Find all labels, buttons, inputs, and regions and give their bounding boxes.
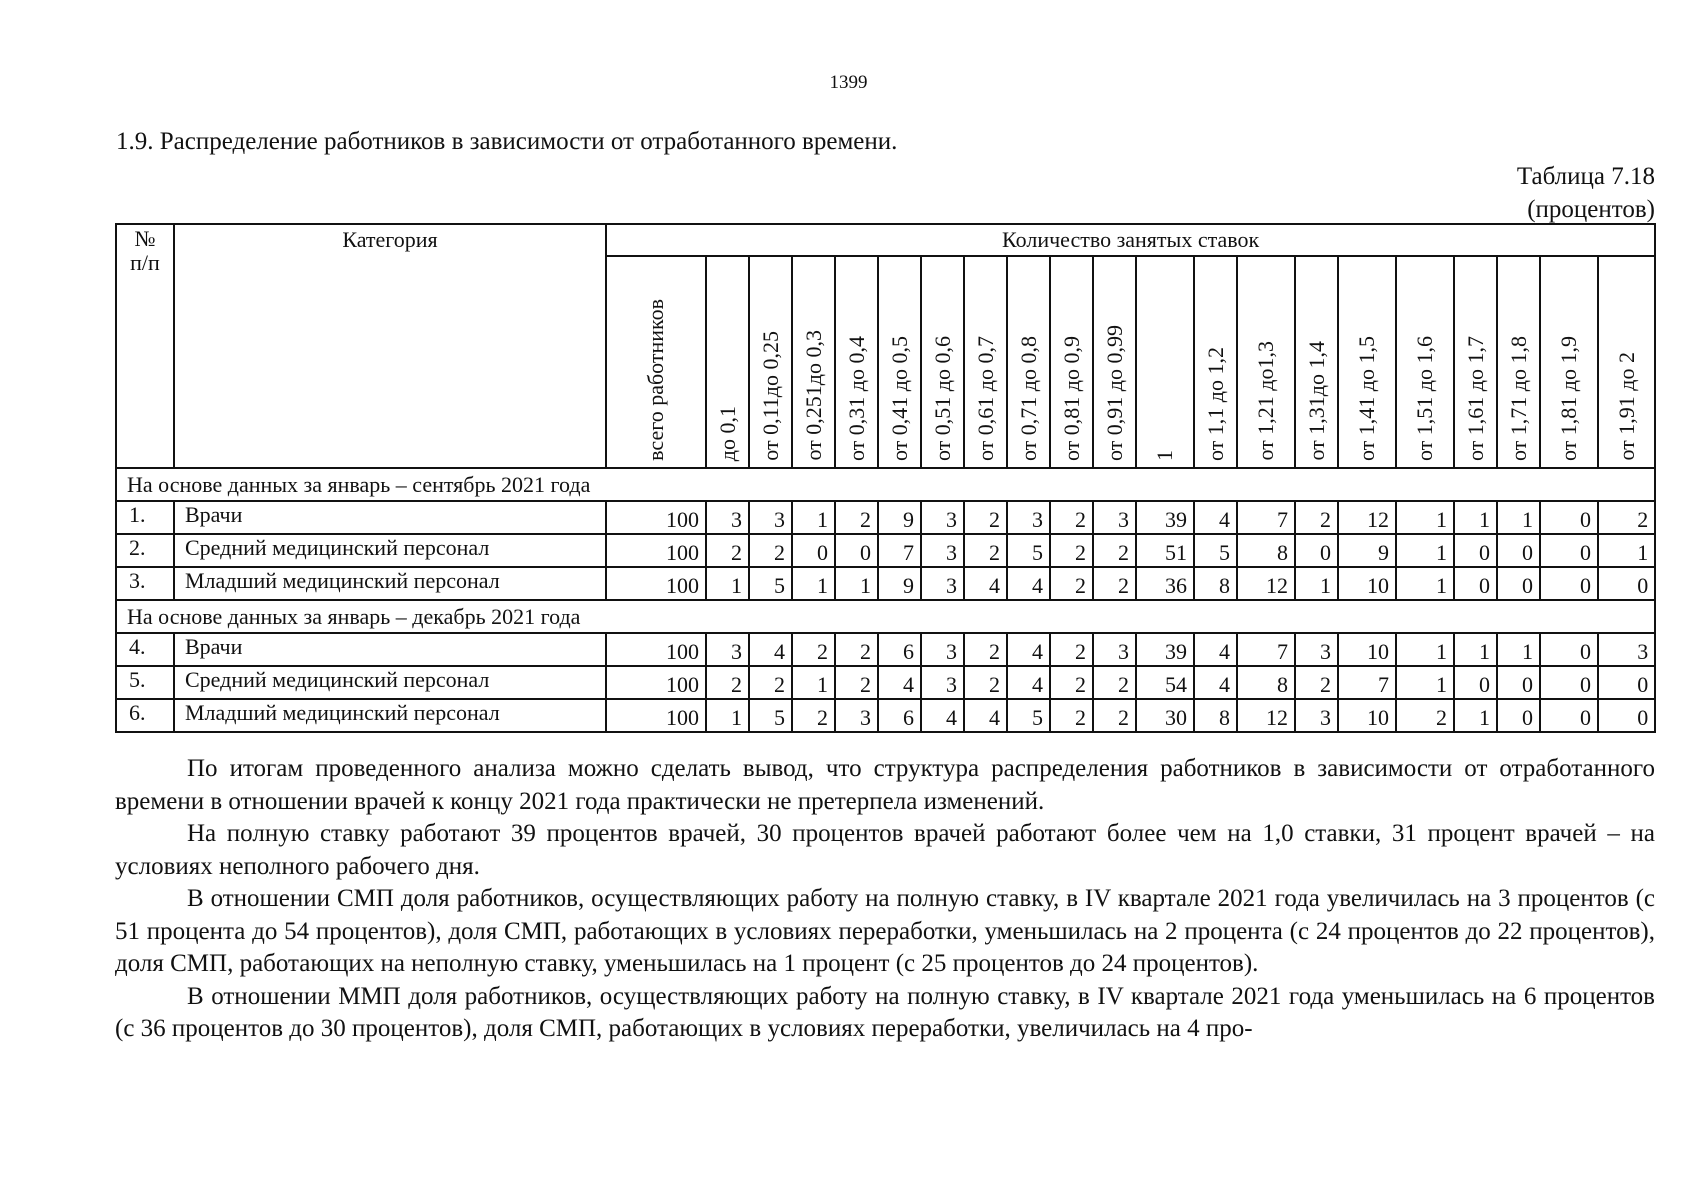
value-cell: 4 (1194, 666, 1237, 699)
value-cell: 2 (1396, 699, 1454, 732)
section-title-cell: На основе данных за январь – декабрь 2021 года (116, 600, 1655, 633)
section-row (116, 600, 1655, 633)
value-cell: 7 (1338, 666, 1396, 699)
value-cell: 0 (1497, 534, 1540, 567)
subheader-label: от 1,21 до1,3 (1253, 341, 1278, 461)
subheader-label: от 0,11до 0,25 (757, 331, 783, 461)
value-cell: 2 (835, 633, 878, 666)
value-cell: 2 (1295, 666, 1338, 699)
value-cell: 2 (1050, 534, 1093, 567)
value-cell: 0 (1497, 699, 1540, 732)
table-row (116, 567, 1655, 600)
value-cell: 9 (878, 567, 921, 600)
value-cell: 1 (1396, 501, 1454, 534)
value-cell: 100 (606, 699, 706, 732)
value-cell: 1 (792, 666, 835, 699)
subheader-cell (1237, 256, 1295, 468)
subheader-cell (1497, 256, 1540, 468)
value-cell: 2 (1598, 501, 1655, 534)
value-cell: 1 (1454, 633, 1497, 666)
value-cell: 2 (706, 534, 749, 567)
subheader-label: от 0,51 до 0,6 (929, 335, 955, 461)
value-cell: 1 (1396, 666, 1454, 699)
value-cell: 2 (1093, 699, 1136, 732)
subheader-label: от 1,51 до 1,6 (1412, 335, 1437, 461)
subheader-label: от 1,91 до 2 (1613, 352, 1639, 461)
value-cell: 2 (964, 501, 1007, 534)
value-cell: 0 (1540, 699, 1598, 732)
value-cell: 7 (1237, 501, 1295, 534)
value-cell: 3 (749, 501, 792, 534)
subheader-cell (606, 256, 706, 468)
value-cell: 1 (1497, 501, 1540, 534)
paragraph: По итогам проведенного анализа можно сделать вывод, что структура распределения работников в зависимости от отработанного времени в отношении врачей к концу 2021 года практически не претерпела изменений. (115, 755, 1655, 815)
value-cell: 1 (1396, 633, 1454, 666)
value-cell: 4 (878, 666, 921, 699)
value-cell: 0 (1497, 666, 1540, 699)
value-cell: 2 (1050, 699, 1093, 732)
value-cell: 1 (706, 699, 749, 732)
row-number: 2. (116, 534, 174, 567)
value-cell: 0 (792, 534, 835, 567)
value-cell: 3 (1295, 633, 1338, 666)
value-cell: 2 (1093, 666, 1136, 699)
value-cell: 2 (1050, 633, 1093, 666)
value-cell: 100 (606, 633, 706, 666)
value-cell: 2 (964, 633, 1007, 666)
value-cell: 10 (1338, 567, 1396, 600)
value-cell: 100 (606, 534, 706, 567)
value-cell: 30 (1136, 699, 1194, 732)
value-cell: 1 (1295, 567, 1338, 600)
value-cell: 1 (1454, 699, 1497, 732)
value-cell: 0 (1454, 567, 1497, 600)
value-cell: 4 (1007, 633, 1050, 666)
paragraph: В отношении СМП доля работников, осуществляющих работу на полную ставку, в IV квартале 2021 года увеличилась на 3 процентов (с 51 процента до 54 процентов), доля СМП, работающих в условиях переработки, уменьшилась на 2 процента (с 24 процентов до 22 процентов), доля СМП, работающих на неполную ставку, уменьшилась на 1 процент (с 25 процентов до 24 процентов). (115, 885, 1655, 977)
subheader-cell (1338, 256, 1396, 468)
value-cell: 2 (835, 501, 878, 534)
value-cell: 54 (1136, 666, 1194, 699)
table-unit: (процентов) (1527, 196, 1655, 223)
row-number: 5. (116, 666, 174, 699)
subheader-label: от 0,31 до 0,4 (843, 335, 869, 461)
value-cell: 8 (1237, 534, 1295, 567)
value-cell: 36 (1136, 567, 1194, 600)
value-cell: 2 (835, 666, 878, 699)
value-cell: 4 (1007, 567, 1050, 600)
value-cell: 9 (1338, 534, 1396, 567)
subheader-cell (706, 256, 749, 468)
value-cell: 2 (749, 534, 792, 567)
value-cell: 100 (606, 666, 706, 699)
value-cell: 5 (1007, 699, 1050, 732)
subheader-cell (1295, 256, 1338, 468)
value-cell: 4 (1007, 666, 1050, 699)
row-number: 1. (116, 501, 174, 534)
value-cell: 39 (1136, 633, 1194, 666)
subheader-cell (1396, 256, 1454, 468)
subheader-cell (878, 256, 921, 468)
value-cell: 12 (1237, 567, 1295, 600)
subheader-label: всего работников (643, 299, 668, 461)
section-row (116, 468, 1655, 501)
subheader-label: от 0,251до 0,3 (800, 330, 826, 461)
value-cell: 0 (1295, 534, 1338, 567)
subheader-cell (921, 256, 964, 468)
value-cell: 1 (1598, 534, 1655, 567)
value-cell: 2 (1093, 567, 1136, 600)
subheader-cell (792, 256, 835, 468)
value-cell: 2 (1050, 666, 1093, 699)
table-row (116, 699, 1655, 732)
subheader-cell (835, 256, 878, 468)
row-category: Средний медицинский персонал (174, 666, 606, 699)
value-cell: 7 (878, 534, 921, 567)
value-cell: 4 (1194, 501, 1237, 534)
subheader-label: от 1,61 до 1,7 (1462, 335, 1488, 461)
value-cell: 0 (1598, 666, 1655, 699)
value-cell: 0 (1598, 567, 1655, 600)
subheader-cell (1093, 256, 1136, 468)
paragraph: В отношении ММП доля работников, осуществляющих работу на полную ставку, в IV квартале 2021 года уменьшилась на 6 процентов (с 36 процентов до 30 процентов), доля СМП, работающих в условиях переработки, увеличилась на 4 про- (115, 982, 1655, 1042)
row-number: 3. (116, 567, 174, 600)
value-cell: 10 (1338, 699, 1396, 732)
subheader-label: от 0,71 до 0,8 (1015, 335, 1041, 461)
subheader-label: от 1,81 до 1,9 (1556, 335, 1581, 461)
value-cell: 4 (749, 633, 792, 666)
value-cell: 0 (1540, 501, 1598, 534)
subheader-label: до 0,1 (714, 405, 740, 461)
value-cell: 1 (706, 567, 749, 600)
subheader-label: от 1,31до 1,4 (1303, 341, 1329, 461)
value-cell: 4 (964, 567, 1007, 600)
subheader-label: 1 (1152, 450, 1177, 461)
value-cell: 0 (1540, 567, 1598, 600)
table-label: Таблица 7.18 (1516, 163, 1655, 190)
table-row (116, 666, 1655, 699)
value-cell: 2 (964, 534, 1007, 567)
subheader-label: от 0,91 до 0,99 (1101, 324, 1127, 461)
value-cell: 2 (792, 699, 835, 732)
value-cell: 2 (1093, 534, 1136, 567)
value-cell: 3 (1093, 633, 1136, 666)
value-cell: 4 (921, 699, 964, 732)
value-cell: 6 (878, 699, 921, 732)
subheader-label: от 0,61 до 0,7 (972, 335, 998, 461)
row-category: Младший медицинский персонал (174, 567, 606, 600)
value-cell: 1 (792, 567, 835, 600)
row-number: 4. (116, 633, 174, 666)
value-cell: 3 (921, 534, 964, 567)
row-category: Врачи (174, 633, 606, 666)
value-cell: 100 (606, 567, 706, 600)
subheader-cell (1007, 256, 1050, 468)
value-cell: 1 (1396, 567, 1454, 600)
value-cell: 1 (1396, 534, 1454, 567)
value-cell: 3 (706, 633, 749, 666)
value-cell: 0 (1454, 666, 1497, 699)
table-row (116, 534, 1655, 567)
subheader-label: от 1,71 до 1,8 (1505, 335, 1531, 461)
value-cell: 1 (792, 501, 835, 534)
value-cell: 2 (1295, 501, 1338, 534)
paragraph: На полную ставку работают 39 процентов врачей, 30 процентов врачей работают более чем на 1,0 ставки, 31 процент врачей – на условиях неполного рабочего дня. (115, 820, 1655, 880)
table-caption (1517, 160, 1655, 226)
value-cell: 39 (1136, 501, 1194, 534)
value-cell: 2 (792, 633, 835, 666)
value-cell: 2 (1050, 567, 1093, 600)
subheader-label: от 0,81 до 0,9 (1058, 335, 1084, 461)
value-cell: 4 (964, 699, 1007, 732)
value-cell: 3 (706, 501, 749, 534)
value-cell: 5 (1007, 534, 1050, 567)
table-body (116, 468, 1655, 732)
table-row (116, 633, 1655, 666)
value-cell: 0 (1497, 567, 1540, 600)
subheader-cell (1136, 256, 1194, 468)
value-cell: 2 (964, 666, 1007, 699)
subheader-label: от 0,41 до 0,5 (886, 335, 912, 461)
subheader-cell (1194, 256, 1237, 468)
value-cell: 0 (1540, 534, 1598, 567)
subheader-cell (1454, 256, 1497, 468)
value-cell: 0 (1540, 633, 1598, 666)
value-cell: 0 (1540, 666, 1598, 699)
value-cell: 3 (921, 501, 964, 534)
row-number: 6. (116, 699, 174, 732)
section-title-cell: На основе данных за январь – сентябрь 2021 года (116, 468, 1655, 501)
subheader-cell (1598, 256, 1655, 468)
subheader-cell (964, 256, 1007, 468)
subheader-cell (749, 256, 792, 468)
row-category: Младший медицинский персонал (174, 699, 606, 732)
value-cell: 8 (1237, 666, 1295, 699)
value-cell: 0 (835, 534, 878, 567)
subheader-label: от 1,41 до 1,5 (1354, 335, 1379, 461)
subheader-cell (1050, 256, 1093, 468)
value-cell: 4 (1194, 633, 1237, 666)
page-number: 1399 (829, 72, 868, 93)
value-cell: 1 (1454, 501, 1497, 534)
value-cell: 3 (835, 699, 878, 732)
header-category: Категория (174, 224, 606, 468)
value-cell: 5 (749, 699, 792, 732)
value-cell: 9 (878, 501, 921, 534)
value-cell: 3 (921, 567, 964, 600)
value-cell: 8 (1194, 567, 1237, 600)
subheader-label: от 1,1 до 1,2 (1202, 346, 1228, 461)
value-cell: 1 (835, 567, 878, 600)
value-cell: 10 (1338, 633, 1396, 666)
row-category: Врачи (174, 501, 606, 534)
value-cell: 0 (1454, 534, 1497, 567)
value-cell: 5 (749, 567, 792, 600)
value-cell: 3 (1007, 501, 1050, 534)
section-title: 1.9. Распределение работников в зависимости от отработанного времени. (116, 128, 898, 155)
header-rates-group: Количество занятых ставок (606, 224, 1655, 256)
value-cell: 12 (1237, 699, 1295, 732)
row-category: Средний медицинский персонал (174, 534, 606, 567)
value-cell: 2 (706, 666, 749, 699)
value-cell: 8 (1194, 699, 1237, 732)
value-cell: 5 (1194, 534, 1237, 567)
value-cell: 6 (878, 633, 921, 666)
value-cell: 2 (749, 666, 792, 699)
header-number-text: № п/п (130, 226, 160, 275)
value-cell: 3 (1598, 633, 1655, 666)
value-cell: 3 (1295, 699, 1338, 732)
value-cell: 12 (1338, 501, 1396, 534)
value-cell: 3 (921, 666, 964, 699)
value-cell: 1 (1497, 633, 1540, 666)
value-cell: 7 (1237, 633, 1295, 666)
distribution-table (115, 223, 1656, 733)
subheader-cell (1540, 256, 1598, 468)
value-cell: 0 (1598, 699, 1655, 732)
value-cell: 3 (921, 633, 964, 666)
value-cell: 2 (1050, 501, 1093, 534)
value-cell: 3 (1093, 501, 1136, 534)
value-cell: 51 (1136, 534, 1194, 567)
table-row (116, 501, 1655, 534)
header-number (116, 224, 174, 468)
value-cell: 100 (606, 501, 706, 534)
body-text (115, 753, 1655, 1046)
